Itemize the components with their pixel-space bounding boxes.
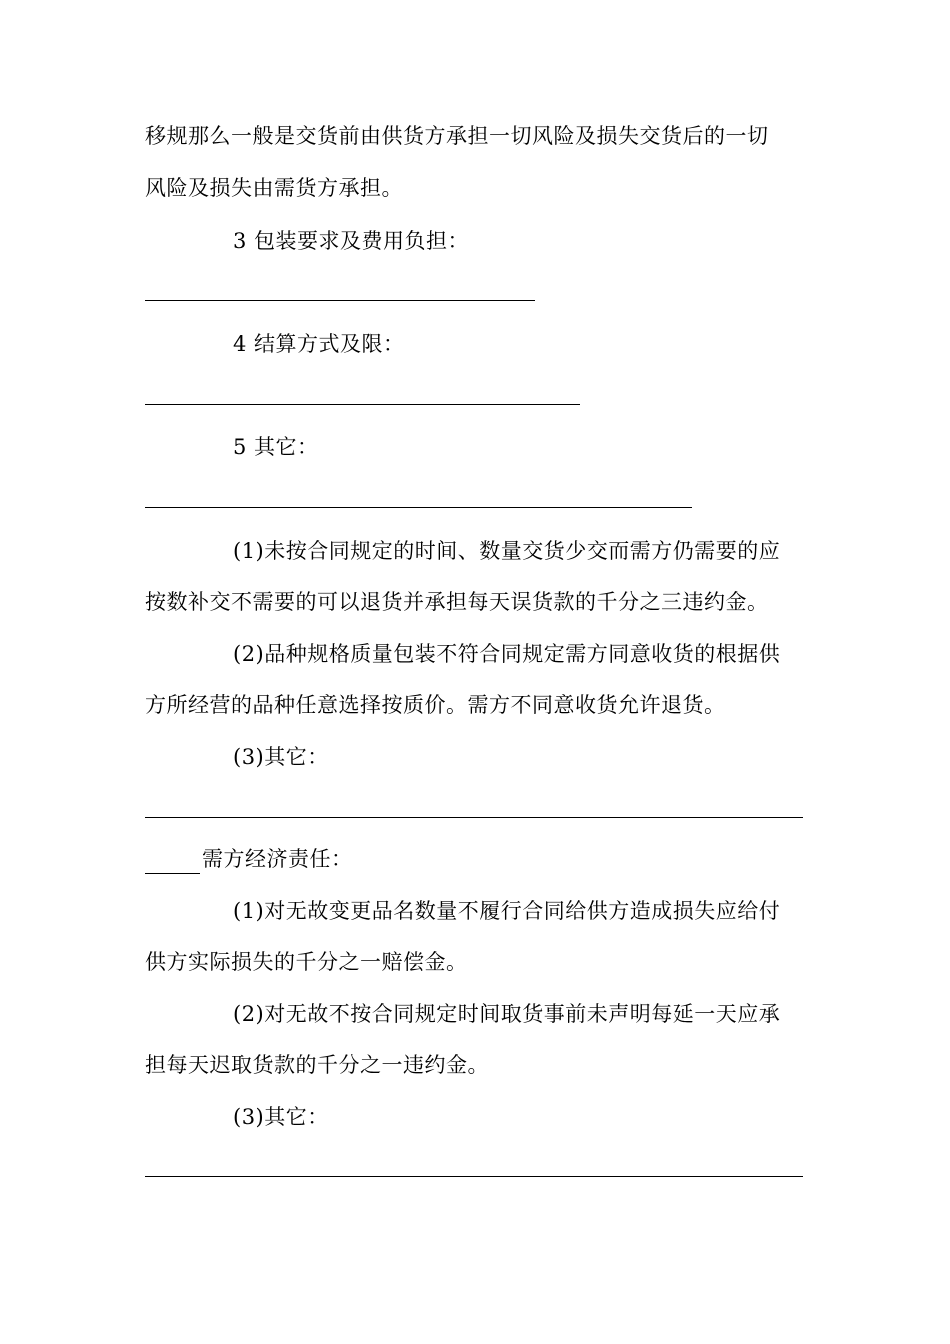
supplier-clause-1: (1)未按合同规定的时间、数量交货少交而需方仍需要的应 bbox=[233, 539, 781, 563]
blank-line-settlement bbox=[145, 404, 580, 405]
buyer-clause-1: (1)对无故变更品名数量不履行合同给供方造成损失应给付 bbox=[233, 899, 781, 923]
paragraph-line: 移规那么一般是交货前由供货方承担一切风险及损失交货后的一切 bbox=[145, 124, 769, 148]
buyer-clause-1-cont: 供方实际损失的千分之一赔偿金。 bbox=[145, 950, 468, 974]
blank-line-supplier-other bbox=[145, 817, 803, 818]
buyer-heading-text: 需方经济责任： bbox=[202, 847, 353, 871]
blank-underline bbox=[145, 851, 200, 874]
blank-line-packaging bbox=[145, 300, 535, 301]
supplier-clause-2: (2)品种规格质量包装不符合同规定需方同意收货的根据供 bbox=[233, 642, 781, 666]
supplier-clause-1-cont: 按数补交不需要的可以退货并承担每天误货款的千分之三违约金。 bbox=[145, 590, 769, 614]
item-4-settlement: 4 结算方式及限： bbox=[233, 332, 405, 356]
buyer-clause-2-cont: 担每天迟取货款的千分之一违约金。 bbox=[145, 1053, 489, 1077]
paragraph-line: 风险及损失由需货方承担。 bbox=[145, 176, 403, 200]
blank-line-buyer-other bbox=[145, 1176, 803, 1177]
buyer-clause-3: (3)其它： bbox=[233, 1105, 329, 1129]
blank-line-other bbox=[145, 507, 692, 508]
buyer-heading bbox=[145, 844, 353, 874]
supplier-clause-2-cont: 方所经营的品种任意选择按质价。需方不同意收货允许退货。 bbox=[145, 693, 726, 717]
item-3-packaging: 3 包装要求及费用负担： bbox=[233, 229, 470, 253]
item-5-other: 5 其它： bbox=[233, 435, 319, 459]
supplier-clause-3: (3)其它： bbox=[233, 745, 329, 769]
buyer-clause-2: (2)对无故不按合同规定时间取货事前未声明每延一天应承 bbox=[233, 1002, 781, 1026]
